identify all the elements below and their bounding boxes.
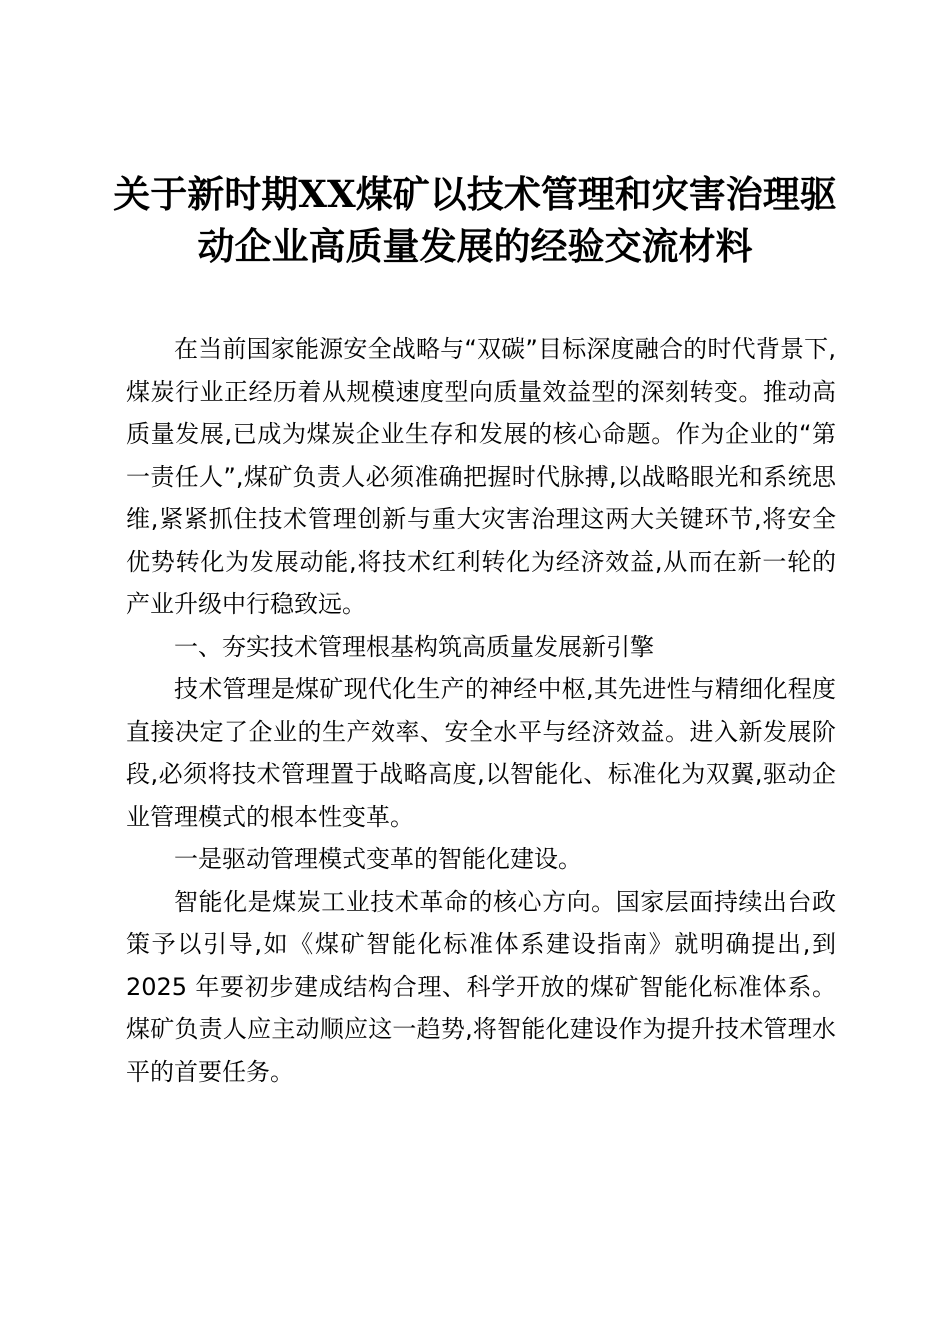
paragraph-intro: 在当前国家能源安全战略与“双碳”目标深度融合的时代背景下,煤炭行业正经历着从规模速度型向质量效益型的深刻转变。推动高质量发展,已成为煤炭企业生存和发展的核心命题。作为企业的“第一责任人”,煤矿负责人必须准确把握时代脉搏,以战略眼光和系统思维,紧紧抓住技术管理创新与重大灾害治理这两大关键环节,将安全优势转化为发展动能,将技术红利转化为经济效益,从而在新一轮的产业升级中行稳致远。	[126, 335, 836, 618]
section-heading-1: 一、夯实技术管理根基构筑高质量发展新引擎	[174, 632, 654, 661]
subheading-intelligent-construction: 一是驱动管理模式变革的智能化建设。	[174, 845, 582, 873]
document-title: 关于新时期XX煤矿以技术管理和灾害治理驱动企业高质量发展的经验交流材料	[113, 172, 837, 268]
paragraph-intelligence: 智能化是煤炭工业技术革命的核心方向。国家层面持续出台政策予以引导,如《煤矿智能化标准体系建设指南》就明确提出,到 2025 年要初步建成结构合理、科学开放的煤矿智能化标准体系。煤矿负责人应主动顺应这一趋势,将智能化建设作为提升技术管理水平的首要任务。	[126, 887, 836, 1086]
paragraph-technical-management: 技术管理是煤矿现代化生产的神经中枢,其先进性与精细化程度直接决定了企业的生产效率、安全水平与经济效益。进入新发展阶段,必须将技术管理置于战略高度,以智能化、标准化为双翼,驱动企业管理模式的根本性变革。	[126, 675, 836, 831]
document-body	[126, 328, 836, 1093]
